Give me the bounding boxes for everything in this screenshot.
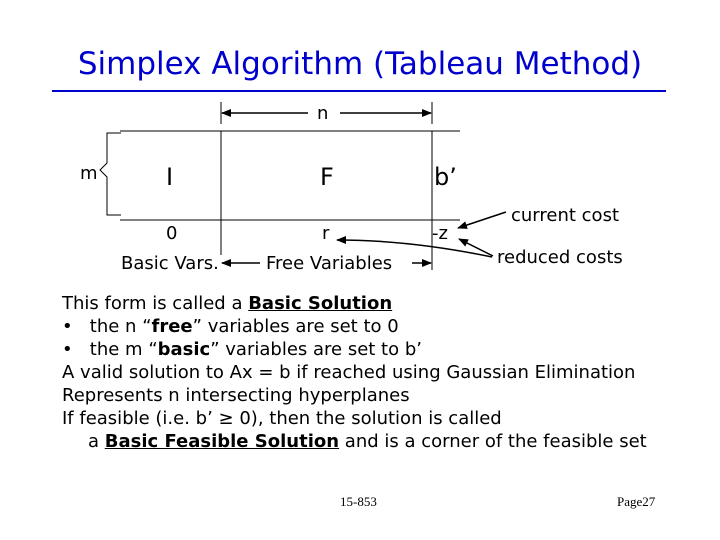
n-label: n [317,103,329,124]
basic-solution-term: Basic Solution [248,293,393,314]
text-line-2: • the n “free” variables are set to 0 [62,316,399,337]
slide-title: Simplex Algorithm (Tableau Method) [77,46,643,82]
basic-vars-label: Basic Vars. [121,253,219,274]
zero-cell: 0 [166,223,178,244]
bullet: • [62,316,73,337]
reduced-cost-cell: r [322,223,330,244]
footer-page-number: Page27 [617,494,656,509]
text-line-7: a Basic Feasible Solution and is a corner of the feasible set [88,431,647,452]
identity-cell: I [166,163,174,191]
text-line-5: Represents n intersecting hyperplanes [62,385,410,406]
explanation-text [62,292,647,453]
free-variables-label: Free Variables [266,253,393,274]
text-line-1: This form is called a Basic Solution [62,293,393,314]
m-label: m [80,163,98,184]
text-line-6: If feasible (i.e. b’ ≥ 0), then the solution is called [62,408,502,429]
footer-course-number: 15-853 [340,494,377,509]
bullet: • [62,339,73,360]
b-prime-cell: b’ [434,163,457,191]
free-matrix-cell: F [320,163,334,191]
reduced-costs-label: reduced costs [497,247,623,268]
neg-z-cell: -z [432,223,448,244]
text-line-3: • the m “basic” variables are set to b’ [62,339,422,360]
m-brace [100,133,121,215]
current-cost-label: current cost [511,205,619,226]
text-line-4: A valid solution to Ax = b if reached using Gaussian Elimination [62,362,636,383]
current-cost-arrow [458,212,506,228]
basic-feasible-solution-term: Basic Feasible Solution [104,431,340,452]
